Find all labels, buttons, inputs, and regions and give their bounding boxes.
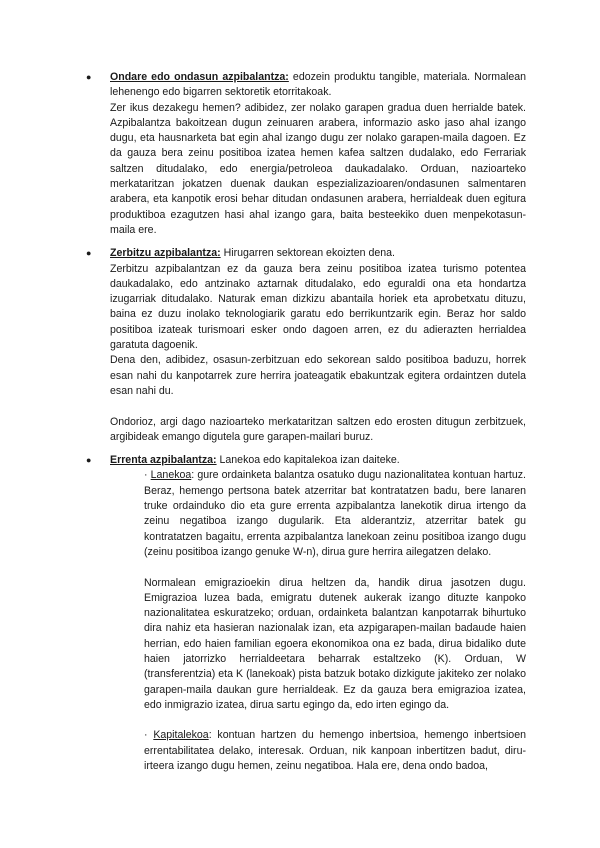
lanekoa-text: : gure ordainketa balantza osatuko dugu nazionalitatea kontuan hartuz. Beraz, hemengo pertsona batek atzerritar bat kontratatzen badu, bere lanaren truke ordainduko dio eta gure errenta azpibalantza lanekotik dirua irtengo da zeinu negatiboa izango dugularik. Eta alderantziz, atzerritar batek gu kontratatzen bagaitu, errenta azpibalantza lanekoan zeinu positiboa izango dugu (zeinu positiboa izango genuke W-n), dirua gure herrira ailegatzen delako. bbox=[144, 469, 526, 558]
section-errenta bbox=[86, 453, 526, 774]
kapitalekoa-prefix: · bbox=[144, 729, 154, 742]
spacer bbox=[110, 399, 526, 414]
intro-ondare: edozein produktu tangible, materiala. Normalean lehenengo edo bigarren sektoretik etorritakoak. bbox=[110, 71, 526, 99]
section-ondare bbox=[86, 70, 526, 238]
intro-zerbitzu: Hirugarren sektorean ekoizten dena. bbox=[220, 247, 395, 260]
kapitalekoa-text: : kontuan hartzen du hemengo inbertsioa, hemengo inbertsioen errentabilitatea delako, interesak. Orduan, nik kanpoan inbertitzen badut, diru-irteera izango dugu hemen, zeinu negatiboa. Hala ere, dena ondo badoa, bbox=[144, 729, 526, 773]
term-kapitalekoa: Kapitalekoa bbox=[153, 729, 209, 742]
section-zerbitzu-intro bbox=[110, 246, 526, 261]
emigration-paragraph: Normalean emigrazioekin dirua heltzen da, handik dirua jasotzen dugu. Emigrazioa luzea bada, emigratu dutenek aukerak izango dituzte kanpoko nazionalitatea eskuratzeko; orduan, ordainketa balantzan kanpotarrak bihurtuko dira nahiz eta hasieran nazionalak izan, eta azpigarapen-mailan badaude haien herrian, edo haien familian egoera ekonomikoa ona ez bada, dirua bidaliko dute haien jatorrizko herrialdeetara beharrak estaltzeko (K). Orduan, W (transferentzia) eta K (lanekoak) pista batzuk botako dizkigute jakiteko zer nolako garapen-maila daukan gure herrialdeak. Ez da gauza bera emigrazioa izatea, edo inmigrazio izatea, dirua sartu egingo da, edo irten egingo da. bbox=[144, 576, 526, 711]
bullet-icon: ● bbox=[86, 248, 92, 259]
term-lanekoa: Lanekoa bbox=[150, 469, 192, 482]
spacer bbox=[110, 445, 526, 453]
section-zerbitzu bbox=[86, 246, 526, 445]
term-zerbitzu: Zerbitzu azpibalantza: bbox=[110, 247, 221, 260]
intro-errenta: Lanekoa edo kapitalekoa izan daiteke. bbox=[216, 454, 400, 467]
spacer bbox=[144, 560, 526, 575]
bullet-icon: ● bbox=[86, 72, 92, 82]
spacer bbox=[110, 238, 526, 246]
section-ondare-intro bbox=[110, 70, 526, 101]
section-errenta-intro bbox=[110, 453, 526, 468]
errenta-subsections bbox=[144, 468, 526, 774]
body-zerbitzu-2: Dena den, adibidez, osasun-zerbitzuan edo sekorean saldo positiboa baduzu, horrek esan nahi du kanpotarrek zure herrira joateagatik ebakuntzak egitera ordaintzen dutela esan nahi du. bbox=[110, 354, 526, 397]
bullet-icon: ● bbox=[86, 455, 92, 466]
spacer bbox=[144, 713, 526, 728]
body-zerbitzu-1: Zerbitzu azpibalantzan ez da gauza bera zeinu positiboa izatea turismo potentea daukadalako, edo antzinako aztarnak ditudalako, edo eguraldi ona eta hondartza izugarriak ditudalako. Naturak eman dizkizu abantaila horiek eta aprobetxatu dituzu, baina ez duzu inolako teknologiarik garatu edo berrikuntzarik egin. Beraz hor saldo positiboa izateak turismoari esker ondo dagoen arren, ez du adierazten herrialdea garatuta dagoenik. bbox=[110, 262, 526, 352]
kapitalekoa-paragraph bbox=[144, 728, 526, 774]
conclusion-zerbitzu: Ondorioz, argi dago nazioarteko merkataritzan saltzen edo erosten ditugun zerbitzuek, argibideak emango digutela gure garapen-mailari buruz. bbox=[110, 415, 526, 443]
body-ondare: Zer ikus dezakegu hemen? adibidez, zer nolako garapen gradua duen herrialde batek. Azpibalantza bakoitzean dugun zeinuaren arabera, informazio asko jaso ahal izango dugu, eta hausnarketa bat egin ahal izango dugu zer nolako garapen-maila dagoen. Ez da gauza bera zeinu positiboa izatea hemen kafea saltzen dudalako, edo Ferrariak saltzen ditudalako, edo energia/petroleoa daukadalako. Orduan, nazioarteko merkataritzan jokatzen duenak daukan espezializazioaren/ondasunen salmentaren arabera, eta kanpotik erosi behar ditudan ondasunen arabera, herrialdeak duen egitura produktiboa ezagutzen hasi ahal izango gara, baita besteekiko duen menpekotasun-maila ere. bbox=[110, 101, 526, 236]
term-errenta: Errenta azpibalantza: bbox=[110, 454, 217, 467]
lanekoa-prefix: · bbox=[144, 469, 151, 482]
term-ondare: Ondare edo ondasun azpibalantza: bbox=[110, 71, 289, 83]
lanekoa-paragraph bbox=[144, 468, 526, 560]
document-content bbox=[86, 70, 526, 774]
